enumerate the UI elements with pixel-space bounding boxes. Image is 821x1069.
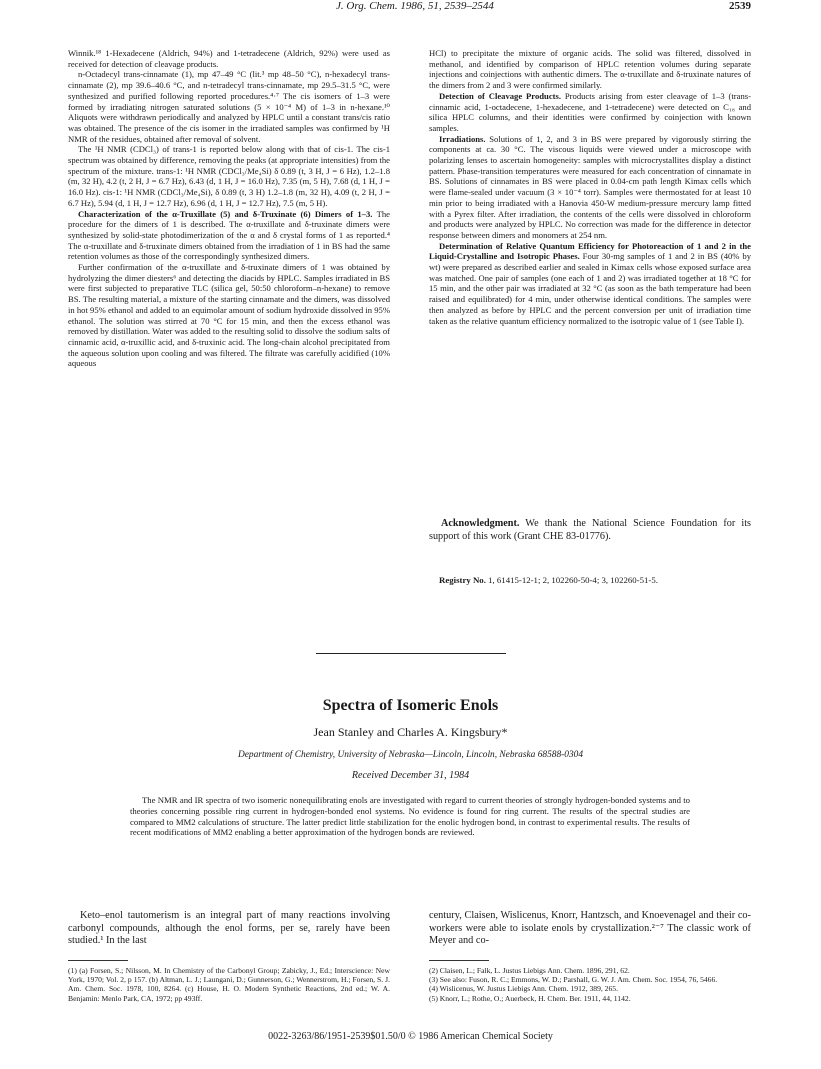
left-column <box>68 48 390 369</box>
abstract: The NMR and IR spectra of two isomeric nonequilibrating enols are investigated with regard to current theories of strongly hydrogen-bonded systems and to theories concerning possible ring current in hydrogen-bonded enol systems. No evidence is found for ring current. The results of the spectral studies are compared to MM2 calculations of structure. The latter predict little stabilization for the enolic hydrogen bond, in contrast to experimental results. The results of recent modifications of MM2 enabling a better approximation of the hydrogen bonds are reviewed. <box>130 795 690 838</box>
footnote-rule <box>68 960 128 961</box>
section-heading: Irradiations. <box>439 133 486 144</box>
section-heading: Determination of Relative Quantum Efficiency for Photoreaction of 1 and 2 in the Liquid-Crystalline and Isotropic Phases. <box>429 240 751 262</box>
footnotes-right <box>429 966 751 1003</box>
section-divider <box>316 653 506 654</box>
paragraph: Determination of Relative Quantum Efficiency for Photoreaction of 1 and 2 in the Liquid-Crystalline and Isotropic Phases. Four 30-mg samples of 1 and 2 in BS (40% by wt) were prepared as described earlier and sealed in Kimax cells whose exposed surface area was matched. One pair of samples (one each of 1 and 2) was irradiated together at 18 °C for 15 min, and the other pair was irradiated at 32 °C (as soon as the bath temperature had been raised and equilibrated) for 4 min, under otherwise identical conditions. The samples were then analyzed as before by HPLC and the percent conversion per unit of irradiation time taken as the relative quantum efficiency normalized to the isotropic value of 1 (see Table I). <box>429 240 751 326</box>
section-heading: Detection of Cleavage Products. <box>439 90 561 101</box>
running-header <box>0 0 821 16</box>
article-title: Spectra of Isomeric Enols <box>322 697 499 714</box>
author-affiliation: Department of Chemistry, University of Nebraska—Lincoln, Lincoln, Nebraska 68588-0304 <box>237 750 584 760</box>
footnote: (3) See also: Fuson, R. C.; Emmons, W. D.; Parshall, G. W. J. Am. Chem. Soc. 1954, 76, 5466. <box>429 975 718 985</box>
article-authors: Jean Stanley and Charles A. Kingsbury* <box>313 725 508 739</box>
paragraph: Characterization of the α-Truxillate (5) and δ-Truxinate (6) Dimers of 1–3. The procedure for the dimers of 1 is described. The α-truxillate and δ-truxinate dimers were synthesized by solid-state photodimerization of the α and δ crystal forms of 1 as reported.⁴ The α-truxillate and δ-truxinate dimers obtained from the irradiation of 1 in BS had the same retention volumes as those of the correspondingly synthesized dimers. <box>68 208 391 262</box>
footnotes-left <box>68 966 390 1003</box>
footnote-rule <box>429 960 489 961</box>
right-column <box>429 48 751 326</box>
footnote: (2) Claisen, L.; Falk, L. Justus Liebigs Ann. Chem. 1896, 291, 62. <box>429 966 630 975</box>
intro-left: Keto–enol tautomerism is an integral part of many reactions involving carbonyl compounds, although the enol forms, per se, rarely have been studied.¹ In the last <box>68 910 390 947</box>
registry-heading: Registry No. <box>439 575 486 585</box>
paragraph: Irradiations. Solutions of 1, 2, and 3 in BS were prepared by vigorously stirring the components at ca. 30 °C. The viscous liquids were viewed under a microscope with polarizing lenses to ascertain homogeneity: samples with microcrystallites display a distinct pattern. Phase-transition temperatures were measured for each concentration of cinnamate in BS. Solutions of cinnamates in BS were placed in 0.04-cm path length Kimax cells which were flame-sealed under vacuum (3 × 10⁻⁴ torr). Samples were thermostated for at least 10 min prior to being irradiated with a Hanovia 450-W medium-pressure mercury lamp fitted with a Pyrex filter. After irradiation, the contents of the cells were dissolved in chloroform and products were analyzed by HPLC. No correction was made for the difference in detector response between dimers and monomers at 254 nm. <box>429 133 751 240</box>
footnote: (5) Knorr, L.; Rothe, O.; Auerbeck, H. Chem. Ber. 1911, 44, 1142. <box>429 993 631 1003</box>
page-number: 2539 <box>729 0 751 12</box>
footnote: (1) (a) Forsen, S.; Nilsson, M. In Chemistry of the Carbonyl Group; Zabicky, J., Ed.; Interscience: New York, 1970; Vol. 2, p 157. (b) Altman, L. J.; Laungani, D.; Gunnerson, G.; Wennerstrom, H.; Forsen, S. J. Am. Chem. Soc. 1978, 100, 8264. (c) House, H. O. Modern Synthetic Reactions, 2nd ed.; W. A. Benjamin: Menlo Park, CA, 1972; pp 493ff. <box>68 966 390 1003</box>
acknowledgment: Acknowledgment. We thank the National Science Foundation for its support of this work (Grant CHE 83-01776). <box>429 518 751 542</box>
journal-citation: J. Org. Chem. 1986, 51, 2539–2544 <box>336 0 494 12</box>
paragraph: Further confirmation of the α-truxillate and δ-truxinate dimers of 1 was obtained by hydrolyzing the dimer diesters⁶ and detecting the diacids by HPLC. Samples irradiated in BS were first subjected to preparative TLC (silica gel, 50:50 chloroform–n-hexane) to remove BS. The resulting material, a mixture of the starting cinnamate and the dimers, was dissolved in hot 95% ethanol and added to an equimolar amount of sodium hydroxide dissolved in 95% ethanol. The solution was stirred at 70 °C for 15 min, and then the excess ethanol was removed by distillation. Water was added to the resulting solid to dissolve the sodium salts of cinnamic acid, α-truxillic acid, and δ-truxinic acid. The long-chain alcohol precipitated from the aqueous solution upon cooling and was filtered. The filtrate was carefully acidified (10% aqueous <box>68 262 390 369</box>
paragraph: Winnik.¹⁸ 1-Hexadecene (Aldrich, 94%) and 1-tetradecene (Aldrich, 92%) were used as received for detection of cleavage products. <box>68 48 390 69</box>
paragraph: The ¹H NMR (CDCl₃) of trans-1 is reported below along with that of cis-1. The cis-1 spectrum was obtained by difference, removing the peaks (at appropriate intensities) from the spectrum of the mixture. trans-1: ¹H NMR (CDCl₃/Me₄Si) δ 0.89 (t, 3 H, J = 6 Hz), 1.2–1.8 (m, 32 H), 4.2 (t, 2 H, J = 6.7 Hz), 6.43 (d, 1 H, J = 16.0 Hz), 7.35 (m, 5 H), 7.68 (d, 1 H, J = 16.0 Hz). cis-1: ¹H NMR (CDCl₃/Me₄Si), δ 0.89 (t, 3 H) 1.2–1.8 (m, 32 H), 4.09 (t, 2 H, J = 6.7 Hz), 5.94 (d, 1 H, J = 12.7 Hz), 6.96 (d, 1 H, J = 12.7 Hz), 7.5 (m, 5 H). <box>68 144 390 208</box>
received-date: Received December 31, 1984 <box>351 770 470 781</box>
footnote: (4) Wislicenus, W. Justus Liebigs Ann. Chem. 1912, 389, 265. <box>429 984 618 994</box>
intro-right: century, Claisen, Wislicenus, Knorr, Hantzsch, and Knoevenagel and their co-workers were able to isolate enols by crystallization.²⁻⁷ The classic work of Meyer and co- <box>429 910 751 947</box>
paragraph: HCl) to precipitate the mixture of organic acids. The solid was filtered, dissolved in methanol, and identified by comparison of HPLC retention volumes during separate injections and coinjections with authentic dimers. The α-truxillate and δ-truxinate natures of the dimers from 2 and 3 were confirmed similarly. <box>429 48 751 91</box>
copyright-footer: 0022-3263/86/1951-2539$01.50/0 © 1986 American Chemical Society <box>268 1031 553 1042</box>
paragraph: n-Octadecyl trans-cinnamate (1), mp 47–49 °C (lit.³ mp 48–50 °C), n-hexadecyl trans-cinnamate (2), mp 39.6–40.6 °C, and n-tetradecyl trans-cinnamate, mp 29.5–31.5 °C, were synthesized and purified following reported procedures.⁴·⁷ The cis isomers of 1–3 were formed by irradiating nitrogen saturated solutions (5 × 10⁻⁴ M) of 1–3 in n-hexane.¹⁰ Aliquots were withdrawn periodically and analyzed by HPLC until a constant trans/cis ratio was obtained. The presence of the cis isomer in the irradiated samples was confirmed by ¹H NMR of the residues, obtained after removal of solvent. <box>68 69 390 144</box>
registry-numbers: Registry No. 1, 61415-12-1; 2, 102260-50-4; 3, 102260-51-5. <box>439 575 658 585</box>
section-heading: Characterization of the α-Truxillate (5) and δ-Truxinate (6) Dimers of 1–3. <box>78 208 373 219</box>
acknowledgment-heading: Acknowledgment. <box>441 518 520 529</box>
paragraph: Detection of Cleavage Products. Products arising from ester cleavage of 1–3 (trans-cinnamic acid, 1-octadecene, 1-hexadecene, and 1-tetradecene) were detected on C₁₈ and silica HPLC columns, and their identities were confirmed by coinjection with known samples. <box>429 90 751 133</box>
